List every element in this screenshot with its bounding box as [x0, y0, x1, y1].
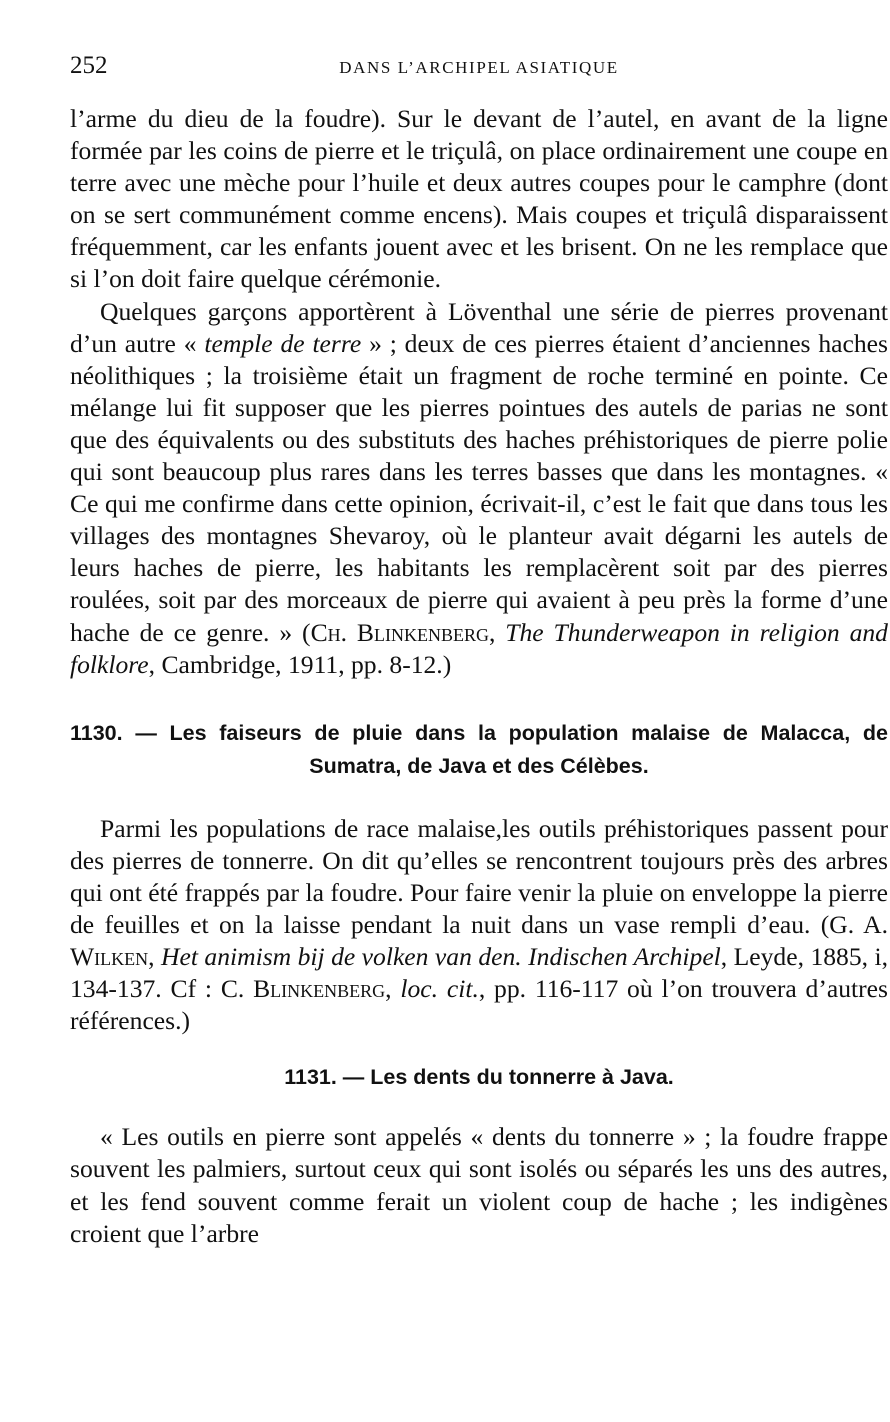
paragraph-1130: [70, 813, 888, 1038]
text-run: » ; deux de ces pierres étaient d’anciennes haches néolithiques ; la troisième était un fragment de roche terminé en pointe. Ce mélange lui fit supposer que les pierres pointues des autels de parias ne sont que des équivalents ou des substituts des haches préhistoriques de pierre polie qui sont beaucoup plus rares dans les terres basses que dans les montagnes. « Ce qui me confirme dans cette opinion, écrivait-il, c’est le fait que dans tous les villages des montagnes Shevaroy, où le planteur avait dégarni les autels de leurs haches de pierre, les habitants les remplacèrent soit par des pierres roulées, soit par des morceaux de pierre qui avaient à peu près la forme d’une hache de ce genre. » (: [70, 328, 888, 647]
paragraph-loventhal: [70, 296, 888, 681]
italic-run: loc. cit.: [400, 974, 479, 1004]
page-number: 252: [70, 52, 108, 79]
section-heading-1131: 1131. — Les dents du tonnerre à Java.: [284, 1065, 674, 1090]
text-run: Quelques garçons apportèrent à Löventhal une série de pierres provenant d’un autre «: [70, 296, 888, 358]
text-run: ,: [148, 942, 161, 972]
page-header: [70, 52, 888, 86]
author-name: Wilken: [70, 942, 149, 972]
text-run: ,: [488, 617, 506, 647]
text-run: Parmi les populations de race malaise,les outils préhistoriques passent pour des pierres de tonnerre. On dit qu’elles se rencontrent toujours près des arbres qui ont été frappés par la foudre. Pour faire venir la pluie on enveloppe la pierre de feuilles et on la laisse pendant la nuit dans un vase rempli d’eau. (G. A.: [70, 813, 888, 939]
paragraph-continued: l’arme du dieu de la foudre). Sur le devant de l’autel, en avant de la ligne formée par les coins de pierre et le triçulâ, on place ordinairement une coupe en terre avec une mèche pour l’huile et deux autres coupes pour le camphre (dont on se sert communément comme encens). Mais coupes et triçulâ disparaissent fréquemment, car les enfants jouent avec et les brisent. On ne les remplace que si l’on doit faire quelque cérémonie.: [70, 104, 888, 294]
text-run: , Leyde, 1885, i, 134-137. Cf : C.: [70, 942, 888, 1004]
book-title: Het animism bij de volken van den. Indischen Archipel: [161, 942, 721, 972]
author-name: Ch. Blinkenberg: [310, 617, 489, 647]
text-run: ,: [385, 974, 401, 1004]
text-run: , Cambridge, 1911, pp. 8-12.): [148, 649, 452, 679]
paragraph-1131: « Les outils en pierre sont appelés « dents du tonnerre » ; la foudre frappe souvent les palmiers, surtout ceux qui sont isolés ou séparés les uns des autres, et les fend souvent comme ferait un violent coup de hache ; les indigènes croient que l’arbre: [70, 1122, 888, 1248]
section-heading-1130: 1130. — Les faiseurs de pluie dans la population malaise de Malacca, de Sumatra, de Java et des Célèbes.: [70, 720, 888, 778]
italic-run: temple de terre: [204, 328, 362, 358]
text-run: , pp. 116-117 où l’on trouvera d’autres références.): [70, 974, 888, 1036]
book-title: The Thunderweapon in religion and folklore: [70, 617, 888, 679]
author-name: Blinkenberg: [253, 974, 386, 1004]
running-title: DANS L’ARCHIPEL ASIATIQUE: [339, 58, 619, 77]
page-body: [70, 103, 888, 1250]
